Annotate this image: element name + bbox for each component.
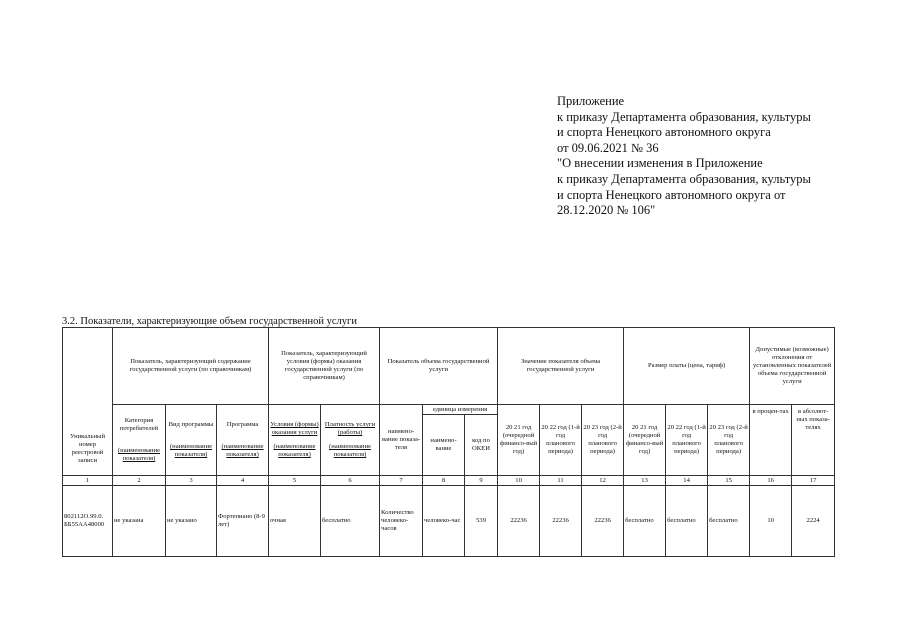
header-volume-year-1: 20 21 год (очередной финансо-вый год) (498, 405, 540, 476)
header-condition-group: Показатель, характеризующий условия (формы) оказания государственной услуги (по справочникам) (269, 328, 380, 405)
header-kind-label: Вид программы (168, 421, 214, 428)
header-unit-code: код по ОКЕИ (472, 437, 490, 452)
cell-deviation-percent: 10 (750, 486, 792, 557)
column-number: 15 (708, 476, 750, 486)
column-number: 8 (423, 476, 465, 486)
header-unique-number: Уникальный номер реестровой записи (63, 328, 113, 476)
cell-fee-3: бесплатно (708, 486, 750, 557)
indicator-note: (наименование показателя) (273, 443, 316, 458)
header-category-label: Категория потребителей (119, 417, 159, 432)
header-unit (423, 405, 498, 476)
section-title: 3.2. Показатели, характеризующие объем государственной услуги (62, 316, 357, 327)
cell-okei: 539 (465, 486, 498, 557)
header-deviation-group: Допустимые (возможные) отклонения от установленных показателей объема государственной услуги (750, 328, 835, 405)
column-number: 2 (113, 476, 166, 486)
header-fee-year-1: 20 21 год (очередной финансо-вый год) (624, 405, 666, 476)
column-number: 16 (750, 476, 792, 486)
header-line: от 09.06.2021 № 36 (557, 140, 659, 155)
header-fee-group: Размер платы (цена, тариф) (624, 328, 750, 405)
column-number: 12 (582, 476, 624, 486)
header-conditions (269, 405, 321, 476)
header-paid (321, 405, 380, 476)
header-fee-year-2: 20 22 год (1-й год планового периода) (666, 405, 708, 476)
header-indicator-name: наимено-вание показа-теля (380, 405, 423, 476)
header-unit-name: наимено-вание (423, 415, 465, 475)
column-number: 7 (380, 476, 423, 486)
header-kind (166, 405, 217, 476)
header-line: к приказу Департамента образования, культуры (557, 171, 811, 186)
header-deviation-percent: в процен-тах (750, 405, 792, 476)
table-row (63, 486, 835, 557)
column-number: 14 (666, 476, 708, 486)
column-number: 5 (269, 476, 321, 486)
cell-conditions: очная (269, 486, 321, 557)
header-program-label: Программа (226, 421, 259, 428)
column-number: 3 (166, 476, 217, 486)
column-number: 17 (792, 476, 835, 486)
cell-deviation-absolute: 2224 (792, 486, 835, 557)
header-conditions-label: Условия (формы) оказания услуги (270, 421, 319, 436)
column-number: 6 (321, 476, 380, 486)
indicator-note: (наименование показателя) (169, 443, 213, 458)
cell-volume-2: 22236 (540, 486, 582, 557)
header-line: к приказу Департамента образования, культуры (557, 109, 811, 124)
volume-table (62, 327, 835, 557)
cell-fee-1: бесплатно (624, 486, 666, 557)
indicator-note: (наименование показателя) (329, 443, 372, 458)
cell-indicator: Количество человеко-часов (380, 486, 423, 557)
header-program (217, 405, 269, 476)
header-unit-label: единица измерения (423, 405, 497, 415)
header-line: и спорта Ненецкого автономного округа от (557, 187, 786, 202)
cell-unit: человеко-час (423, 486, 465, 557)
indicator-note: (наименование показателя) (117, 447, 161, 462)
header-line: и спорта Ненецкого автономного округа (557, 125, 771, 140)
header-line: 28.12.2020 № 106" (557, 203, 656, 218)
column-number: 1 (63, 476, 113, 486)
header-fee-year-3: 20 23 год (2-й год планового периода) (708, 405, 750, 476)
header-line: "О внесении изменения в Приложение (557, 156, 763, 171)
header-volume-year-2: 20 22 год (1-й год планового периода) (540, 405, 582, 476)
column-number: 13 (624, 476, 666, 486)
column-number: 4 (217, 476, 269, 486)
header-volume-value-group: Значение показателя объема государственной услуги (498, 328, 624, 405)
header-line: Приложение (557, 94, 625, 108)
column-number: 9 (465, 476, 498, 486)
column-number: 11 (540, 476, 582, 486)
indicator-note: (наименование показателя) (221, 443, 264, 458)
header-category (113, 405, 166, 476)
header-content-group: Показатель, характеризующий содержание государственной услуги (по справочникам) (113, 328, 269, 405)
cell-program: Фортепиано (8-9 лет) (217, 486, 269, 557)
cell-paid: бесплатно (321, 486, 380, 557)
header-paid-label: Платность услуги (работы) (324, 421, 376, 436)
order-header (557, 94, 811, 219)
cell-kind: не указано (166, 486, 217, 557)
column-number: 10 (498, 476, 540, 486)
header-volume-group: Показатель объема государственной услуги (380, 328, 498, 405)
cell-volume-1: 22236 (498, 486, 540, 557)
header-deviation-absolute: в абсолют-ных показа-телях (792, 405, 835, 476)
cell-category: не указана (113, 486, 166, 557)
header-volume-year-3: 20 23 год (2-й год планового периода) (582, 405, 624, 476)
cell-volume-3: 22236 (582, 486, 624, 557)
cell-unique-number: 802112О.99.0. ББ55АА48000 (63, 486, 113, 557)
cell-fee-2: бесплатно (666, 486, 708, 557)
